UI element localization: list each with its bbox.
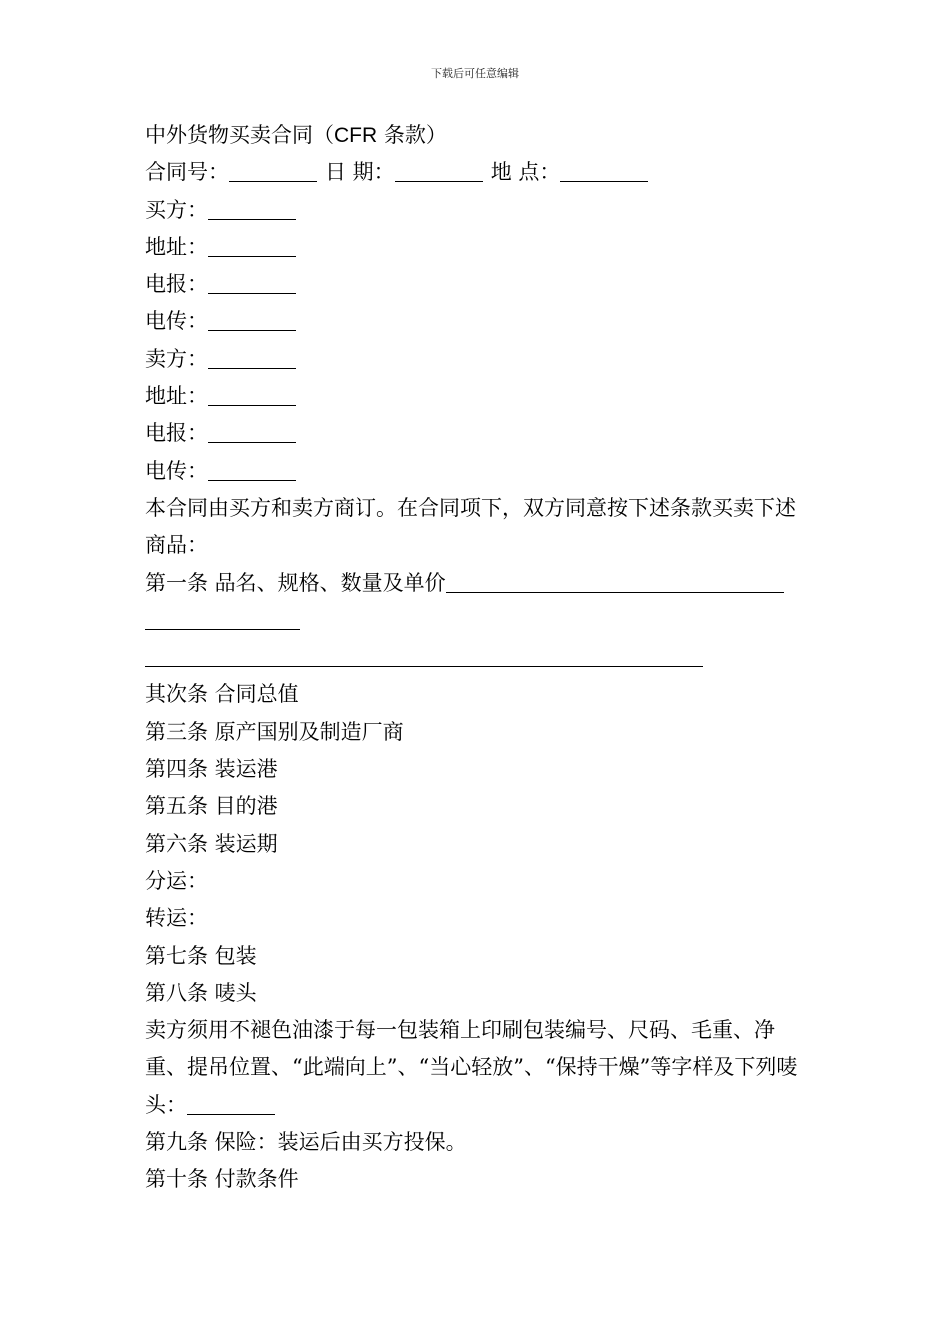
article-1-blank-3[interactable]	[145, 666, 703, 667]
seller-fax-blank[interactable]	[208, 480, 296, 481]
article-2: 其次条 合同总值	[145, 682, 299, 707]
intro-paragraph: 本合同由买方和卖方商订。在合同项下，双方同意按下述条款买卖下述商品：	[145, 495, 796, 558]
article-8: 第八条 唛头	[145, 980, 257, 1005]
seller-telegram-blank[interactable]	[208, 442, 296, 443]
title-suffix: 条款）	[377, 123, 447, 147]
contract-info-row	[145, 154, 810, 191]
seller-fax-row	[145, 453, 810, 490]
article-1	[145, 565, 810, 602]
header-note: 下载后可任意编辑	[431, 67, 519, 80]
article-5: 第五条 目的港	[145, 794, 278, 819]
title-code: CFR	[334, 124, 378, 147]
seller-address-blank[interactable]	[208, 405, 296, 406]
buyer-telegram-blank[interactable]	[208, 293, 296, 294]
seller-row	[145, 341, 810, 378]
buyer-fax-row	[145, 303, 810, 340]
seller-fax-label: 电传：	[145, 458, 208, 483]
seller-label: 卖方：	[145, 346, 208, 371]
article-1-continuation-2	[145, 639, 810, 676]
contract-no-label: 合同号：	[145, 160, 229, 185]
marks-blank[interactable]	[187, 1114, 275, 1115]
article-1-blank-2[interactable]	[145, 629, 300, 630]
buyer-row	[145, 192, 810, 229]
seller-address-label: 地址：	[145, 384, 208, 409]
place-blank[interactable]	[560, 181, 648, 182]
transshipment: 转运：	[145, 906, 208, 931]
article-1-label: 第一条 品名、规格、数量及单价	[145, 570, 446, 595]
article-1-continuation	[145, 602, 810, 639]
marks-text: 卖方须用不褪色油漆于每一包装箱上印刷包装编号、尺码、毛重、净重、提吊位置、“此端向上”、“当心轻放”、“保持干燥”等字样及下列唛头：	[145, 1018, 798, 1117]
buyer-address-row	[145, 229, 810, 266]
buyer-label: 买方：	[145, 197, 208, 222]
buyer-telegram-row	[145, 266, 810, 303]
article-1-blank[interactable]	[446, 592, 784, 593]
seller-blank[interactable]	[208, 368, 296, 369]
date-blank[interactable]	[395, 181, 483, 182]
seller-telegram-label: 电报：	[145, 421, 208, 446]
contract-no-blank[interactable]	[229, 181, 317, 182]
buyer-blank[interactable]	[208, 219, 296, 220]
article-6: 第六条 装运期	[145, 831, 278, 856]
partial-shipment: 分运：	[145, 868, 208, 893]
buyer-address-blank[interactable]	[208, 256, 296, 257]
article-7: 第七条 包装	[145, 943, 257, 968]
buyer-fax-label: 电传：	[145, 309, 208, 334]
buyer-address-label: 地址：	[145, 234, 208, 259]
marks-paragraph	[145, 1012, 810, 1124]
article-3: 第三条 原产国别及制造厂商	[145, 719, 404, 744]
buyer-telegram-label: 电报：	[145, 272, 208, 297]
contract-title	[145, 117, 810, 154]
place-label: 地 点：	[490, 160, 561, 185]
date-label: 日 期：	[325, 160, 395, 185]
seller-address-row	[145, 378, 810, 415]
article-10: 第十条 付款条件	[145, 1167, 299, 1192]
article-4: 第四条 装运港	[145, 757, 278, 782]
contract-body	[145, 117, 810, 1199]
title-prefix: 中外货物买卖合同（	[145, 123, 334, 147]
buyer-fax-blank[interactable]	[208, 330, 296, 331]
article-9: 第九条 保险：装运后由买方投保。	[145, 1130, 467, 1155]
seller-telegram-row	[145, 415, 810, 452]
